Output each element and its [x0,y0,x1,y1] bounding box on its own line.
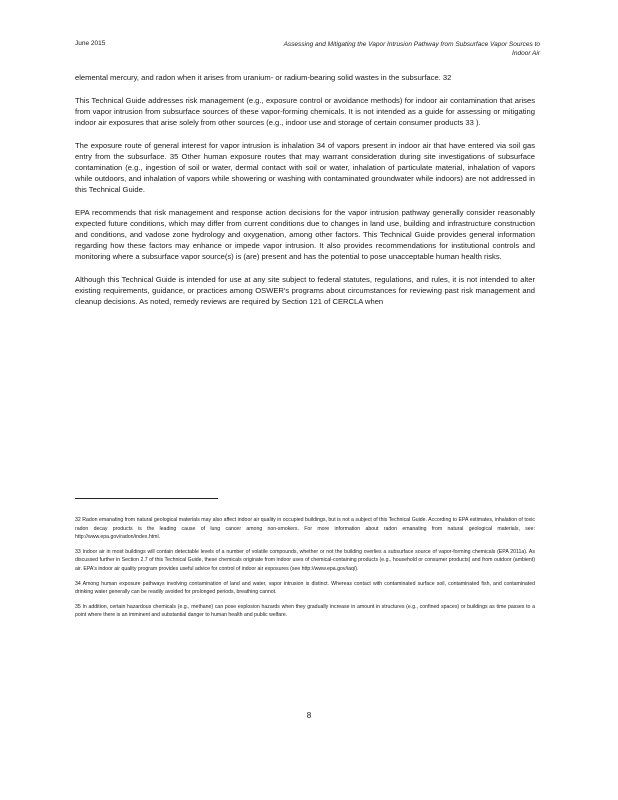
footnotes [75,516,535,626]
footnote-32: 32 Radon emanating from natural geological materials may also affect indoor air quality in occupied buildings, but is not a subject of this Technical Guide. According to EPA estimates, inhalation of toxic radon decay products is the leading cause of lung cancer among non-smokers. For more information about radon emanating from natural geological materials, see: http://www.epa.gov/radon/index.html. [75,517,535,541]
footnote-33: 33 Indoor air in most buildings will contain detectable levels of a number of volatile compounds, whether or not the building overlies a subsurface source of vapor-forming chemicals (EPA 2011a). As discussed further in Section 2.7 of this Technical Guide, these chemicals originate from indoor uses of chemical-containing products (e.g., household or consumer products) and from outdoor (ambient) air. EPA's indoor air quality program provides useful advice for control of indoor air exposures (see http://www.epa.gov/iaq/). [75,548,535,572]
paragraph-exposure-route: The exposure route of general interest for vapor intrusion is inhalation 34 of vapors present in indoor air that have entered via soil gas entry from the subsurface. 35 Other human exposure routes that may warrant consideration during site investigations of subsurface contamination (e.g., ingestion of soil or water, dermal contact with soil or water, inhalation of particulate material, inhalation of vapors while outdoors, and inhalation of vapors while showering or washing with contaminated groundwater while indoors) are not addressed in this Technical Guide. [75,141,535,194]
paragraph-although: Although this Technical Guide is intended for use at any site subject to federal statutes, regulations, and rules, it is not intended to alter existing requirements, guidance, or practices among OSWER's programs about circumstances for reviewing past risk management and cleanup decisions. As noted, remedy reviews are required by Section 121 of CERCLA when [75,275,535,306]
footnote-34: 34 Among human exposure pathways involving contamination of land and water, vapor intrusion is distinct. Whereas contact with contaminated surface soil, contaminated fish, and contaminated drinking water generally can be readily avoided for prolonged periods, breathing cannot. [75,580,535,596]
footnote-35: 35 In addition, certain hazardous chemicals (e.g., methane) can pose explosion hazards when they gradually increase in amount in structures (e.g., confined spaces) or buildings as time passes to a point where there is an imminent and substantial danger to human health and public welfare. [75,603,535,619]
paragraph-scope: This Technical Guide addresses risk management (e.g., exposure control or avoidance methods) for indoor air contamination that arises from vapor intrusion from subsurface sources of these vapor-forming chemicals. It is not intended as a guide for assessing or mitigating indoor air exposures that arise solely from other sources (e.g., indoor use and storage of certain consumer products 33 ). [75,96,535,127]
footnote-separator [75,498,218,499]
header-title: Assessing and Mitigating the Vapor Intrusion Pathway from Subsurface Vapor Sources to Indoor Air [283,41,540,57]
body-text [75,72,535,319]
paragraph-epa-recommends: EPA recommends that risk management and response action decisions for the vapor intrusion pathway generally consider reasonably expected future conditions, which may differ from current conditions due to changes in land use, building and infrastructure construction and conditions, and vadose zone hydrology and oxygenation, among other factors. This Technical Guide provides general information regarding how these factors may enhance or impede vapor intrusion. It also provides recommendations for institutional controls and monitoring where a subsurface vapor source(s) is (are) present and has the potential to pose unacceptable human health risks. [75,208,535,261]
paragraph-continuation: elemental mercury, and radon when it arises from uranium- or radium-bearing solid wastes in the subsurface. 32 [75,73,452,82]
header-date: June 2015 [75,40,106,47]
page-number: 8 [306,711,312,720]
